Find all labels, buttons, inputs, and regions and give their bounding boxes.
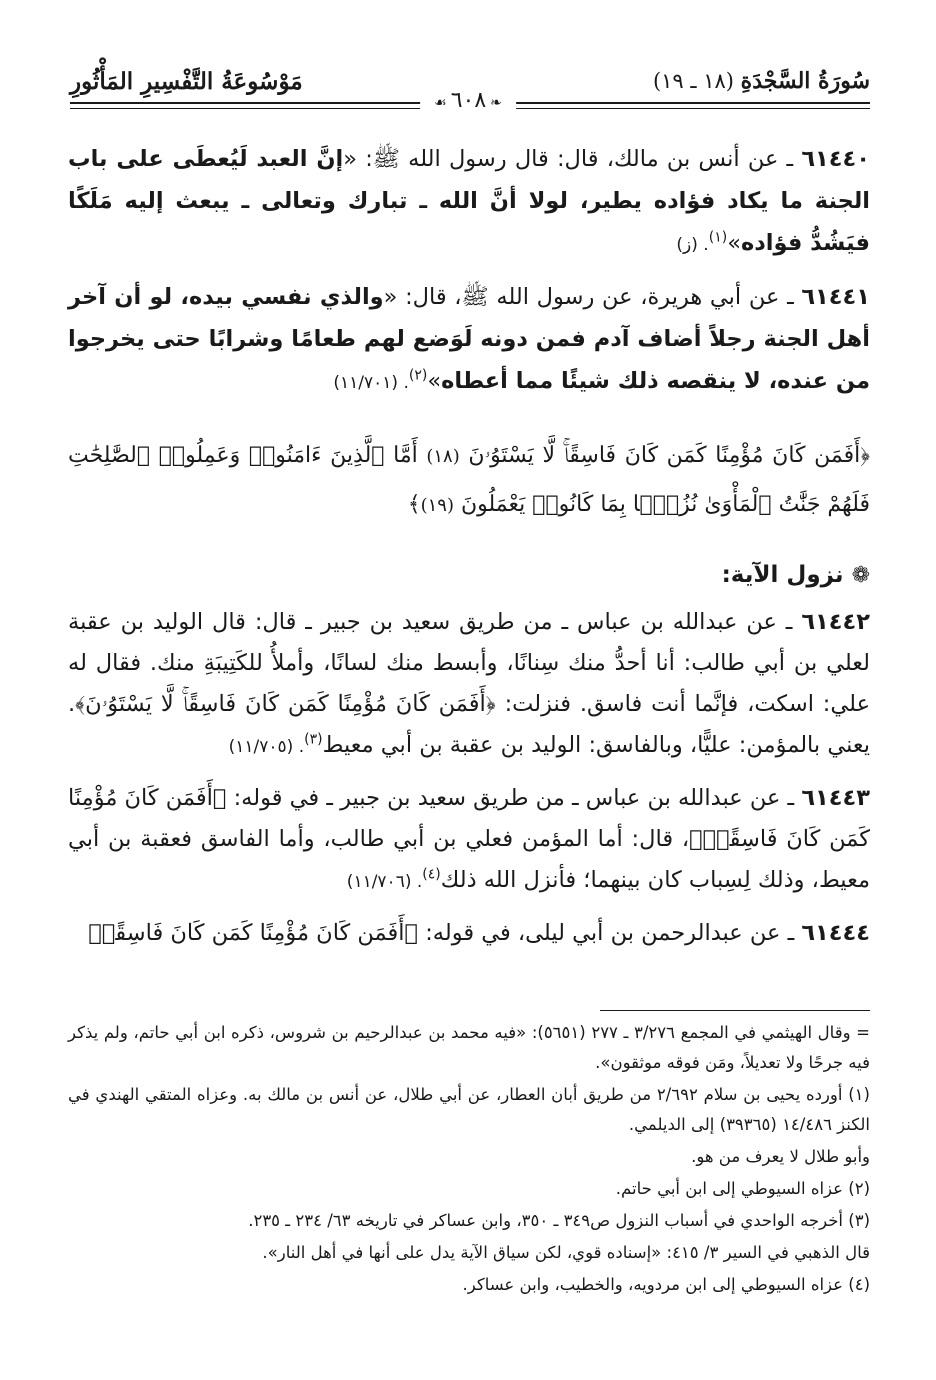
quran-quote: ﴿أَفَمَن كَانَ مُؤْمِنًا كَمَن كَانَ فَاسِقًاۚ﴾ — [68, 785, 870, 852]
footnote-marker[interactable]: (٤) — [422, 866, 441, 883]
ornament-icon: ❧ — [490, 95, 502, 111]
footnotes — [68, 1018, 870, 1302]
footnote-marker[interactable]: (٣) — [304, 731, 323, 748]
hadith-text: والذي نفسي بيده، لو أن آخر أهل الجنة رجلاً أضاف آدم فمن دونه لَوَضع لهم طعامًا وشرابًا حتى يخرجوا من عنده، لا ينقصه ذلك شيئًا مما أعطاه — [68, 284, 870, 394]
quran-quote: ﴿أَفَمَن كَانَ مُؤْمِنًا كَمَن كَانَ فَاسِقًاۚ — [88, 920, 419, 946]
hadith-number: ٦١٤٤٣ — [801, 785, 870, 811]
ornament-icon: ☙ — [434, 95, 447, 111]
verse-range: (١٨ ـ ١٩) — [652, 69, 734, 93]
hadith-number: ٦١٤٤٢ — [801, 609, 870, 635]
footnote: (٣) أخرجه الواحدي في أسباب النزول ص٣٤٩ ـ ٣٥٠، وابن عساكر في تاريخه ٦٣/ ٢٣٤ ـ ٢٣٥. — [248, 1211, 870, 1230]
hadith-paragraph: ٦١٤٤٢ ـ عن عبدالله بن عباس ـ من طريق سعيد بن جبير ـ قال: قال الوليد بن عقبة لعلي بن أبي طالب: أنا أحدُّ منك سِنانًا، وأبسط منك لسانًا، وأملأُ للكَتِيبَةِ منك. فقال له علي: اسكت، فإنَّما أنت فاسق. فنزلت: ﴿أَفَمَن كَانَ مُؤْمِنًا كَمَن كَانَ فَاسِقًاۚ لَّا يَسْتَوُۥنَ﴾. يعني بالمؤمن: عليًّا، وبالفاسق: الوليد بن عقبة بن أبي معيط$^{(٣)}$. (١١/٧٠٥) — [68, 609, 870, 758]
quran-verse: ﴿أَفَمَن كَانَ مُؤْمِنًا كَمَن كَانَ فَاسِقًاۚ لَّا يَسْتَوُۥنَ (١٨) أَمَّا ٱلَّذِينَ ءَامَنُوا۟ وَعَمِلُوا۟ ٱلصَّٰلِحَٰتِ فَلَهُمْ جَنَّٰتُ ٱلْمَأْوَىٰ نُزُلًۢا بِمَا كَانُوا۟ يَعْمَلُونَ (١٩)﴾ — [68, 443, 870, 517]
quran-quote: ﴿أَفَمَن كَانَ مُؤْمِنًا كَمَن كَانَ فَاسِقًاۚ لَّا يَسْتَوُۥنَ﴾ — [75, 691, 496, 717]
hadith-reference: . (١١/٧٠٦) — [346, 872, 423, 892]
hadith-number: ٦١٤٤١ — [801, 284, 870, 310]
hadith-reference: . (ز) — [676, 235, 709, 255]
footnote: وأبو طلال لا يعرف من هو. — [691, 1147, 870, 1166]
footnote: قال الذهبي في السير ٣/ ٤١٥: «إسناده قوي، لكن سياق الآية يدل على أنها في أهل النار». — [262, 1243, 870, 1262]
section-title: نزول الآية: — [721, 562, 844, 588]
page-number: ❧٦٠٨☙ — [420, 88, 516, 113]
hadith-number: ٦١٤٤٤ — [801, 920, 870, 946]
hadiths-top — [68, 138, 870, 414]
hadith-paragraph: ٦١٤٤١ ـ عن أبي هريرة، عن رسول الله ﷺ، قال: «والذي نفسي بيده، لو أن آخر أهل الجنة رجلاً أضاف آدم فمن دونه لَوَضع لهم طعامًا وشرابًا حتى يخرجوا من عنده، لا ينقصه ذلك شيئًا مما أعطاه»$^{(٢)}$. (١١/٧٠١) — [68, 284, 870, 394]
verse-text: أَفَمَن كَانَ مُؤْمِنًا كَمَن كَانَ فَاسِقًاۚ لَّا يَسْتَوُۥنَ — [468, 443, 861, 468]
header-sura — [653, 68, 870, 94]
hadith-paragraph: ٦١٤٤٣ ـ عن عبدالله بن عباس ـ من طريق سعيد بن جبير ـ في قوله: ﴿أَفَمَن كَانَ مُؤْمِنًا كَمَن كَانَ فَاسِقًاۚ﴾، قال: أما المؤمن فعلي بن أبي طالب، وأما الفاسق فعقبة بن أبي معيط، وذلك لِسِباب كان بينهما؛ فأنزل الله ذلك$^{(٤)}$. (١١/٧٠٦) — [68, 785, 870, 893]
footnote: (٢) عزاه السيوطي إلى ابن أبي حاتم. — [615, 1179, 870, 1198]
footnote-marker[interactable]: (٢) — [408, 367, 428, 384]
hadith-paragraph: ٦١٤٤٠ ـ عن أنس بن مالك، قال: قال رسول الله ﷺ: «إنَّ العبد لَيُعطَى على باب الجنة ما يكاد فؤاده يطير، لولا أنَّ الله ـ تبارك وتعالى ـ يبعث إليه مَلَكًا فيَشُدُّ فؤاده»$^{(١)}$. (ز) — [68, 146, 870, 256]
footnote-separator — [600, 1010, 870, 1011]
book-title: مَوْسُوعَةُ التَّفْسِيرِ المَأْثُورِ — [70, 68, 303, 95]
footnote-marker[interactable]: (١) — [708, 229, 728, 246]
verse-number-mark: (١٨) — [426, 446, 460, 467]
hadith-text: إنَّ العبد لَيُعطَى على باب الجنة ما يكاد فؤاده يطير، لولا أنَّ الله ـ تبارك وتعالى ـ يبعث إليه مَلَكًا فيَشُدُّ فؤاده — [68, 146, 870, 256]
hadith-reference: . (١١/٧٠٥) — [228, 737, 305, 757]
hadith-reference: . (١١/٧٠١) — [333, 373, 409, 393]
sura-name: سُورَةُ السَّجْدَةِ — [740, 68, 870, 94]
hadiths-main — [68, 602, 870, 964]
section-heading — [722, 562, 870, 588]
verse-text: أَمَّا ٱلَّذِينَ ءَامَنُوا۟ وَعَمِلُوا۟ ٱلصَّٰلِحَٰتِ فَلَهُمْ جَنَّٰتُ ٱلْمَأْوَىٰ نُزُلًۢا بِمَا كَانُوا۟ يَعْمَلُونَ — [68, 443, 870, 517]
hadith-paragraph: ٦١٤٤٤ ـ عن عبدالرحمن بن أبي ليلى، في قوله: ﴿أَفَمَن كَانَ مُؤْمِنًا كَمَن كَانَ فَاسِقًاۚ — [88, 920, 870, 946]
footnote: = وقال الهيثمي في المجمع ٣/٢٧٦ ـ ٢٧٧ (٥٦٥١): «فيه محمد بن عبدالرحيم بن شروس، ذكره ابن أبي حاتم، ولم يذكر فيه جرحًا ولا تعديلاً، ومَن فوقه موثقون». — [68, 1023, 870, 1072]
footnote: (١) أورده يحيى بن سلام ٢/٦٩٢ من طريق أبان العطار، عن أبي طلال، عن أنس بن مالك به. وعزاه المتقي الهندي في الكنز ١٤/٤٨٦ (٣٩٣٦٥) إلى الديلمي. — [68, 1085, 870, 1134]
footnote: (٤) عزاه السيوطي إلى ابن مردويه، والخطيب، وابن عساكر. — [462, 1275, 870, 1294]
flower-icon: ❁ — [851, 563, 870, 588]
verse-number-mark: (١٩) — [420, 495, 454, 516]
hadith-number: ٦١٤٤٠ — [801, 146, 870, 172]
